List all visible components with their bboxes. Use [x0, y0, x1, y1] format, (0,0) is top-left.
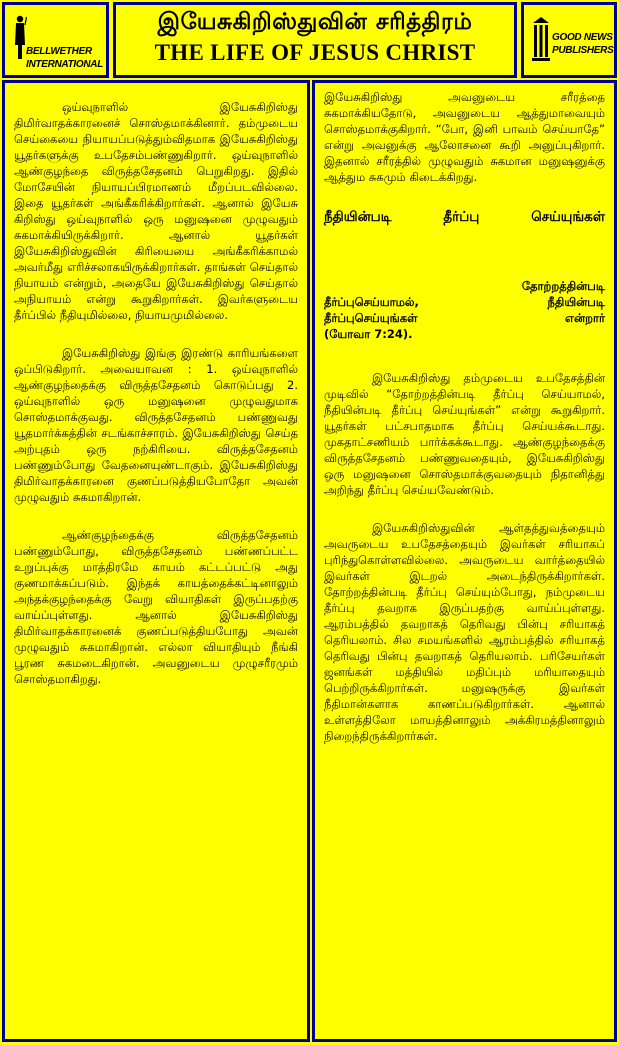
- quote-line-2-left: தீர்ப்புசெய்யாமல்,: [324, 295, 419, 309]
- left-paragraph-2: இயேசுகிறிஸ்து இங்கு இரண்டு காரியங்களை ஒப்பிடுகிறார். அவையாவன : 1. ஒய்வுநாளில் ஆண்குழந்தைக்கு விருத்தசேதனம் கொடுப்பது 2. ஒய்வுநாளில் ஒரு மனுஷனை முழுவதுமாக சொஸ்தமாக்குவது. விருத்தசேதனம் பண்ணுவது யூதமார்க்கத்தின் சடங்காச்சாரம். இயேசுகிறிஸ்து செய்த அற்புதம் ஒரு நற்கிரியை. விருத்தசேதனம் பண்ணும்போது வேதனையுண்டாகும். இயேசுகிறிஸ்து திமிர்வாதக்காரனை குணப்படுத்தியபோதோ அவன் முழுவதும் சுகமாகிறான்.: [14, 346, 298, 504]
- quote-line-1: தோற்றத்தின்படி: [521, 279, 605, 293]
- quote-line-3-right: என்றார்: [565, 311, 605, 325]
- good-news-line2: PUBLISHERS: [552, 45, 614, 56]
- good-news-logo-box: [521, 2, 617, 78]
- good-news-line1: GOOD NEWS: [552, 32, 613, 43]
- quote-reference: (யோவா 7:24).: [324, 327, 413, 341]
- left-column: [2, 80, 310, 1042]
- section-heading: நீதியின்படி தீர்ப்பு செய்யுங்கள்: [324, 209, 605, 225]
- quote-line-3: [324, 310, 605, 326]
- left-paragraph-3: ஆண்குழந்தைக்கு விருத்தசேதனம் பண்ணும்போது, விருத்தசேதனம் பண்ணப்பட்ட உறுப்புக்கு மாத்திரமே காயம் கட்டப்பட்டு அது குணமாக்கப்படும். இந்தக் காயத்தைக்கட்டினாலும் அந்தக்குழந்தைக்கு வேறு வியாதிகள் இருப்பதற்கு வாய்ப்புள்ளது. ஆனால் இயேசுகிறிஸ்து திமிர்வாதக்காரனைக் குணப்படுத்தியபோது அவன் முழுவதும் சுகமாகிறான். எல்லா வியாதியும் நீங்கி பூரண சுகமடைகிறான். அவனுடைய முழுசரீரமும் சொஸ்தமாகிறது.: [14, 528, 298, 686]
- pillars-icon: [532, 15, 550, 65]
- scripture-quote: [324, 278, 605, 342]
- header: [113, 2, 517, 78]
- quote-line-3-left: தீர்ப்புசெய்யுங்கள்: [324, 311, 418, 325]
- quote-line-2: [324, 294, 605, 310]
- bellwether-line2: INTERNATIONAL: [26, 59, 104, 70]
- quote-line-2-right: நீதியின்படி: [547, 295, 605, 309]
- tamil-title: இயேசுகிறிஸ்துவின் சரித்திரம்: [157, 9, 473, 35]
- right-paragraph-3: இயேசுகிறிஸ்துவின் ஆள்தத்துவத்தையும் அவருடைய உபதேசத்தையும் இவர்கள் சரியாகப் புரிந்துகொள்ளவில்லை. அவருடைய வார்த்தையில் இவர்கள் இடறல் அடைந்திருக்கிறார்கள். தோற்றத்தின்படி தீர்ப்பு செய்யும்போது, நம்முடைய தீர்ப்பு தவறாக இருப்பதற்கு வாய்ப்புள்ளது. ஆரம்பத்தில் தவறாகத் தெரிவது பின்பு சரியாகத் தெரியலாம். சில சமயங்களில் ஆரம்பத்தில் சரியாகத் தெரிவது பின்பு தவறாகத் தெரியலாம். பரிசேயர்கள் ஜனங்கள் மத்தியில் மதிப்பும் மரியாதையும் பெற்றிருக்கிறார்கள். மனுஷருக்கு இவர்கள் நீதிமான்களாக காணப்படுகிறார்கள். ஆனால் உள்ளத்திலோ மாயத்தினாலும் அக்கிரமத்தினாலும் நிறைந்திருக்கிறார்கள்.: [324, 521, 605, 743]
- bellwether-line1: BELLWETHER: [26, 46, 92, 57]
- bellwether-logo-box: [2, 2, 109, 78]
- left-paragraph-1: ஒய்வுநாளில் இயேசுகிறிஸ்து திமிர்வாதக்காரனைச் சொஸ்தமாக்கினார். தம்முடைய செய்கையை நியாயப்படுத்தும்விதமாக இயேசுகிறிஸ்து யூதர்களுக்கு உபதேசம்பண்ணுகிறார். ஒய்வுநாளில் ஆண்குழந்தை விருத்தசேதனம் பெறுகிறது. இதில் மோசேயின் நியாயப்பிரமாணம் மீறப்படவில்லை. இதை யூதர்கள் அங்கீகரிக்கிறார்கள். ஆனால் இயேசு கிறிஸ்து ஒய்வுநாளில் ஒரு மனுஷனை முழுவதும் சுகமாக்கியிருக்கிறார். ஆனால் யூதர்கள் இயேசுகிறிஸ்துவின் கிரியையை அங்கீகரிக்காமல் அவர்மீது எரிச்சலாகயிருக்கிறார்கள். தாங்கள் செய்தால் நியாயம் என்றும், அதையே இயேசுகிறிஸ்து செய்தால் அநியாயம் என்று கூறுகிறார்கள். இவர்களுடைய தீர்ப்பில் நீதியுமில்லை, நியாயமுமில்லை.: [14, 100, 298, 322]
- bellwether-logo-text: [26, 45, 103, 71]
- good-news-logo-text: [552, 31, 613, 57]
- shepherd-icon: [13, 15, 27, 61]
- right-column: [312, 80, 617, 1042]
- right-paragraph-1: இயேசுகிறிஸ்து அவனுடைய சரீரத்தை சுகமாக்கியதோடு, அவனுடைய ஆத்துமாவையும் சொஸ்தமாக்குகிறார். “போ, இனி பாவம் செய்யாதே” என்று அவனுக்கு ஆலோசனை கூறி அனுப்புகிறார். இதனால் சரீரத்தில் முழுவதும் சுகமான மனுஷனுக்கு ஆத்தும சுகமும் கிடைக்கிறது.: [324, 90, 605, 184]
- right-paragraph-2: இயேசுகிறிஸ்து தம்முடைய உபதேசத்தின் முடிவில் “தோற்றத்தின்படி தீர்ப்பு செய்யாமல், நீதியின்படி தீர்ப்பு செய்யுங்கள்” என்று கூறுகிறார். யூதர்கள் பட்சபாதமாக தீர்ப்பு செய்யக்கூடாது. முகதாட்சணியம் பார்க்கக்கூடாது. ஆண்குழந்தைக்கு விருத்தசேதனம் பண்ணுவதையும், இயேசுகிறிஸ்து ஒரு மனுஷனை சொஸ்தமாக்குவதையும் நிதானித்து அறிந்து தீர்ப்பு செய்யவேண்டும்.: [324, 371, 605, 497]
- english-title: THE LIFE OF JESUS CHRIST: [154, 40, 476, 65]
